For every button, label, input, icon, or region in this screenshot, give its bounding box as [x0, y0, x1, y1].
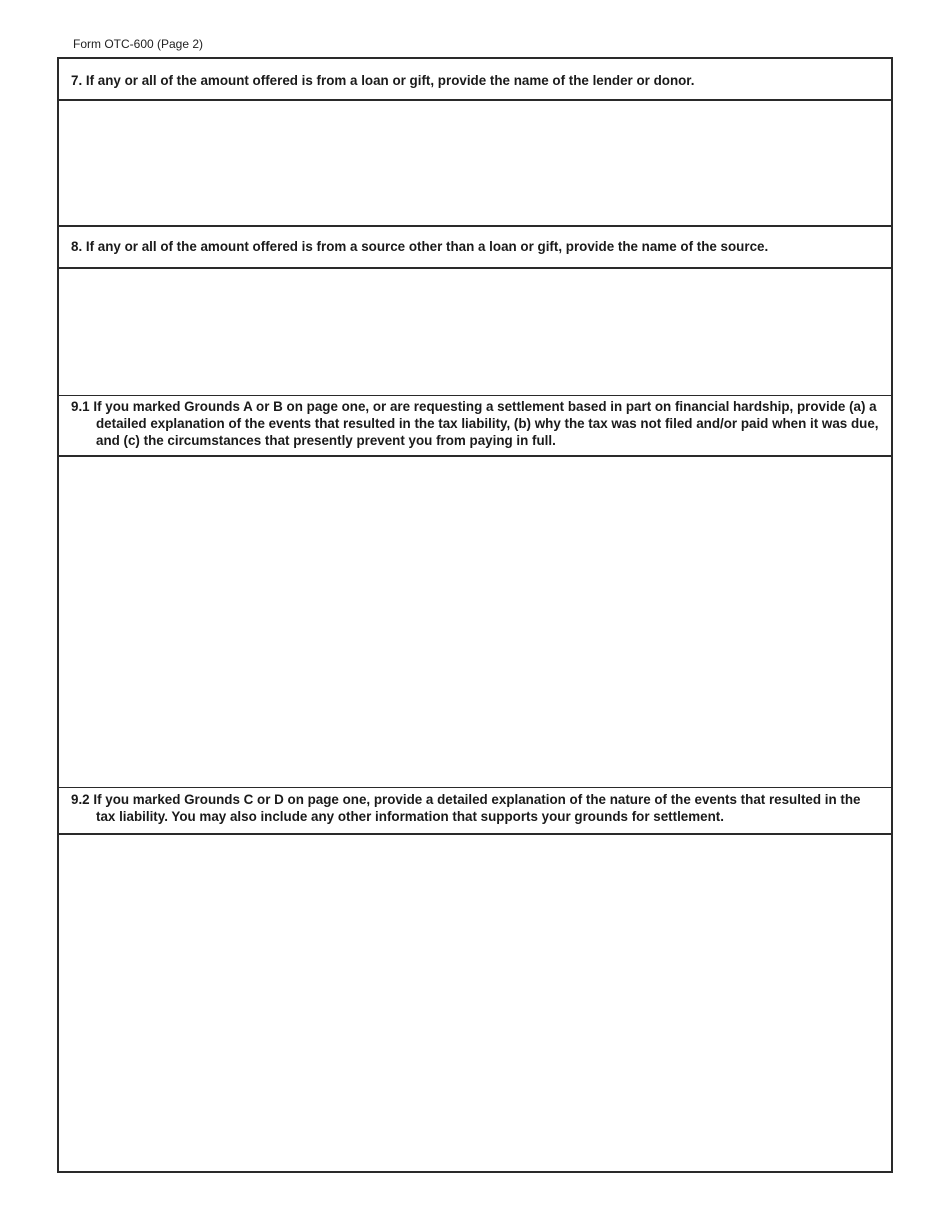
question-7-number: 7.	[71, 73, 83, 88]
question-9-1-number: 9.1	[71, 399, 90, 414]
question-8-label	[59, 227, 891, 269]
question-9-2-text: If you marked Grounds C or D on page one, provide a detailed explanation of the nature of the events that resulted in the tax liability. You may also include any other information that supports your grounds for settlement.	[93, 792, 861, 824]
question-9-1-text: If you marked Grounds A or B on page one, or are requesting a settlement based in part on financial hardship, provide (a) a detailed explanation of the events that resulted in the tax liability, (b) why the tax was not filed and/or paid when it was due, and (c) the circumstances that presently prevent you from paying in full.	[93, 399, 879, 448]
question-9-2-label	[59, 788, 891, 835]
question-9-2-number: 9.2	[71, 792, 90, 807]
question-7-text: If any or all of the amount offered is from a loan or gift, provide the name of the lender or donor.	[85, 73, 695, 88]
question-8-answer-field[interactable]	[59, 269, 891, 396]
question-8-text: If any or all of the amount offered is from a source other than a loan or gift, provide the name of the source.	[85, 239, 769, 254]
question-7-answer-field[interactable]	[59, 101, 891, 227]
question-8-number: 8.	[71, 239, 83, 254]
form-header: Form OTC-600 (Page 2)	[73, 37, 204, 51]
question-9-1-label	[59, 396, 891, 457]
form-frame	[57, 57, 893, 1173]
question-7-label	[59, 59, 891, 101]
question-9-2-answer-field[interactable]	[59, 835, 891, 1171]
question-9-1-answer-field[interactable]	[59, 457, 891, 788]
